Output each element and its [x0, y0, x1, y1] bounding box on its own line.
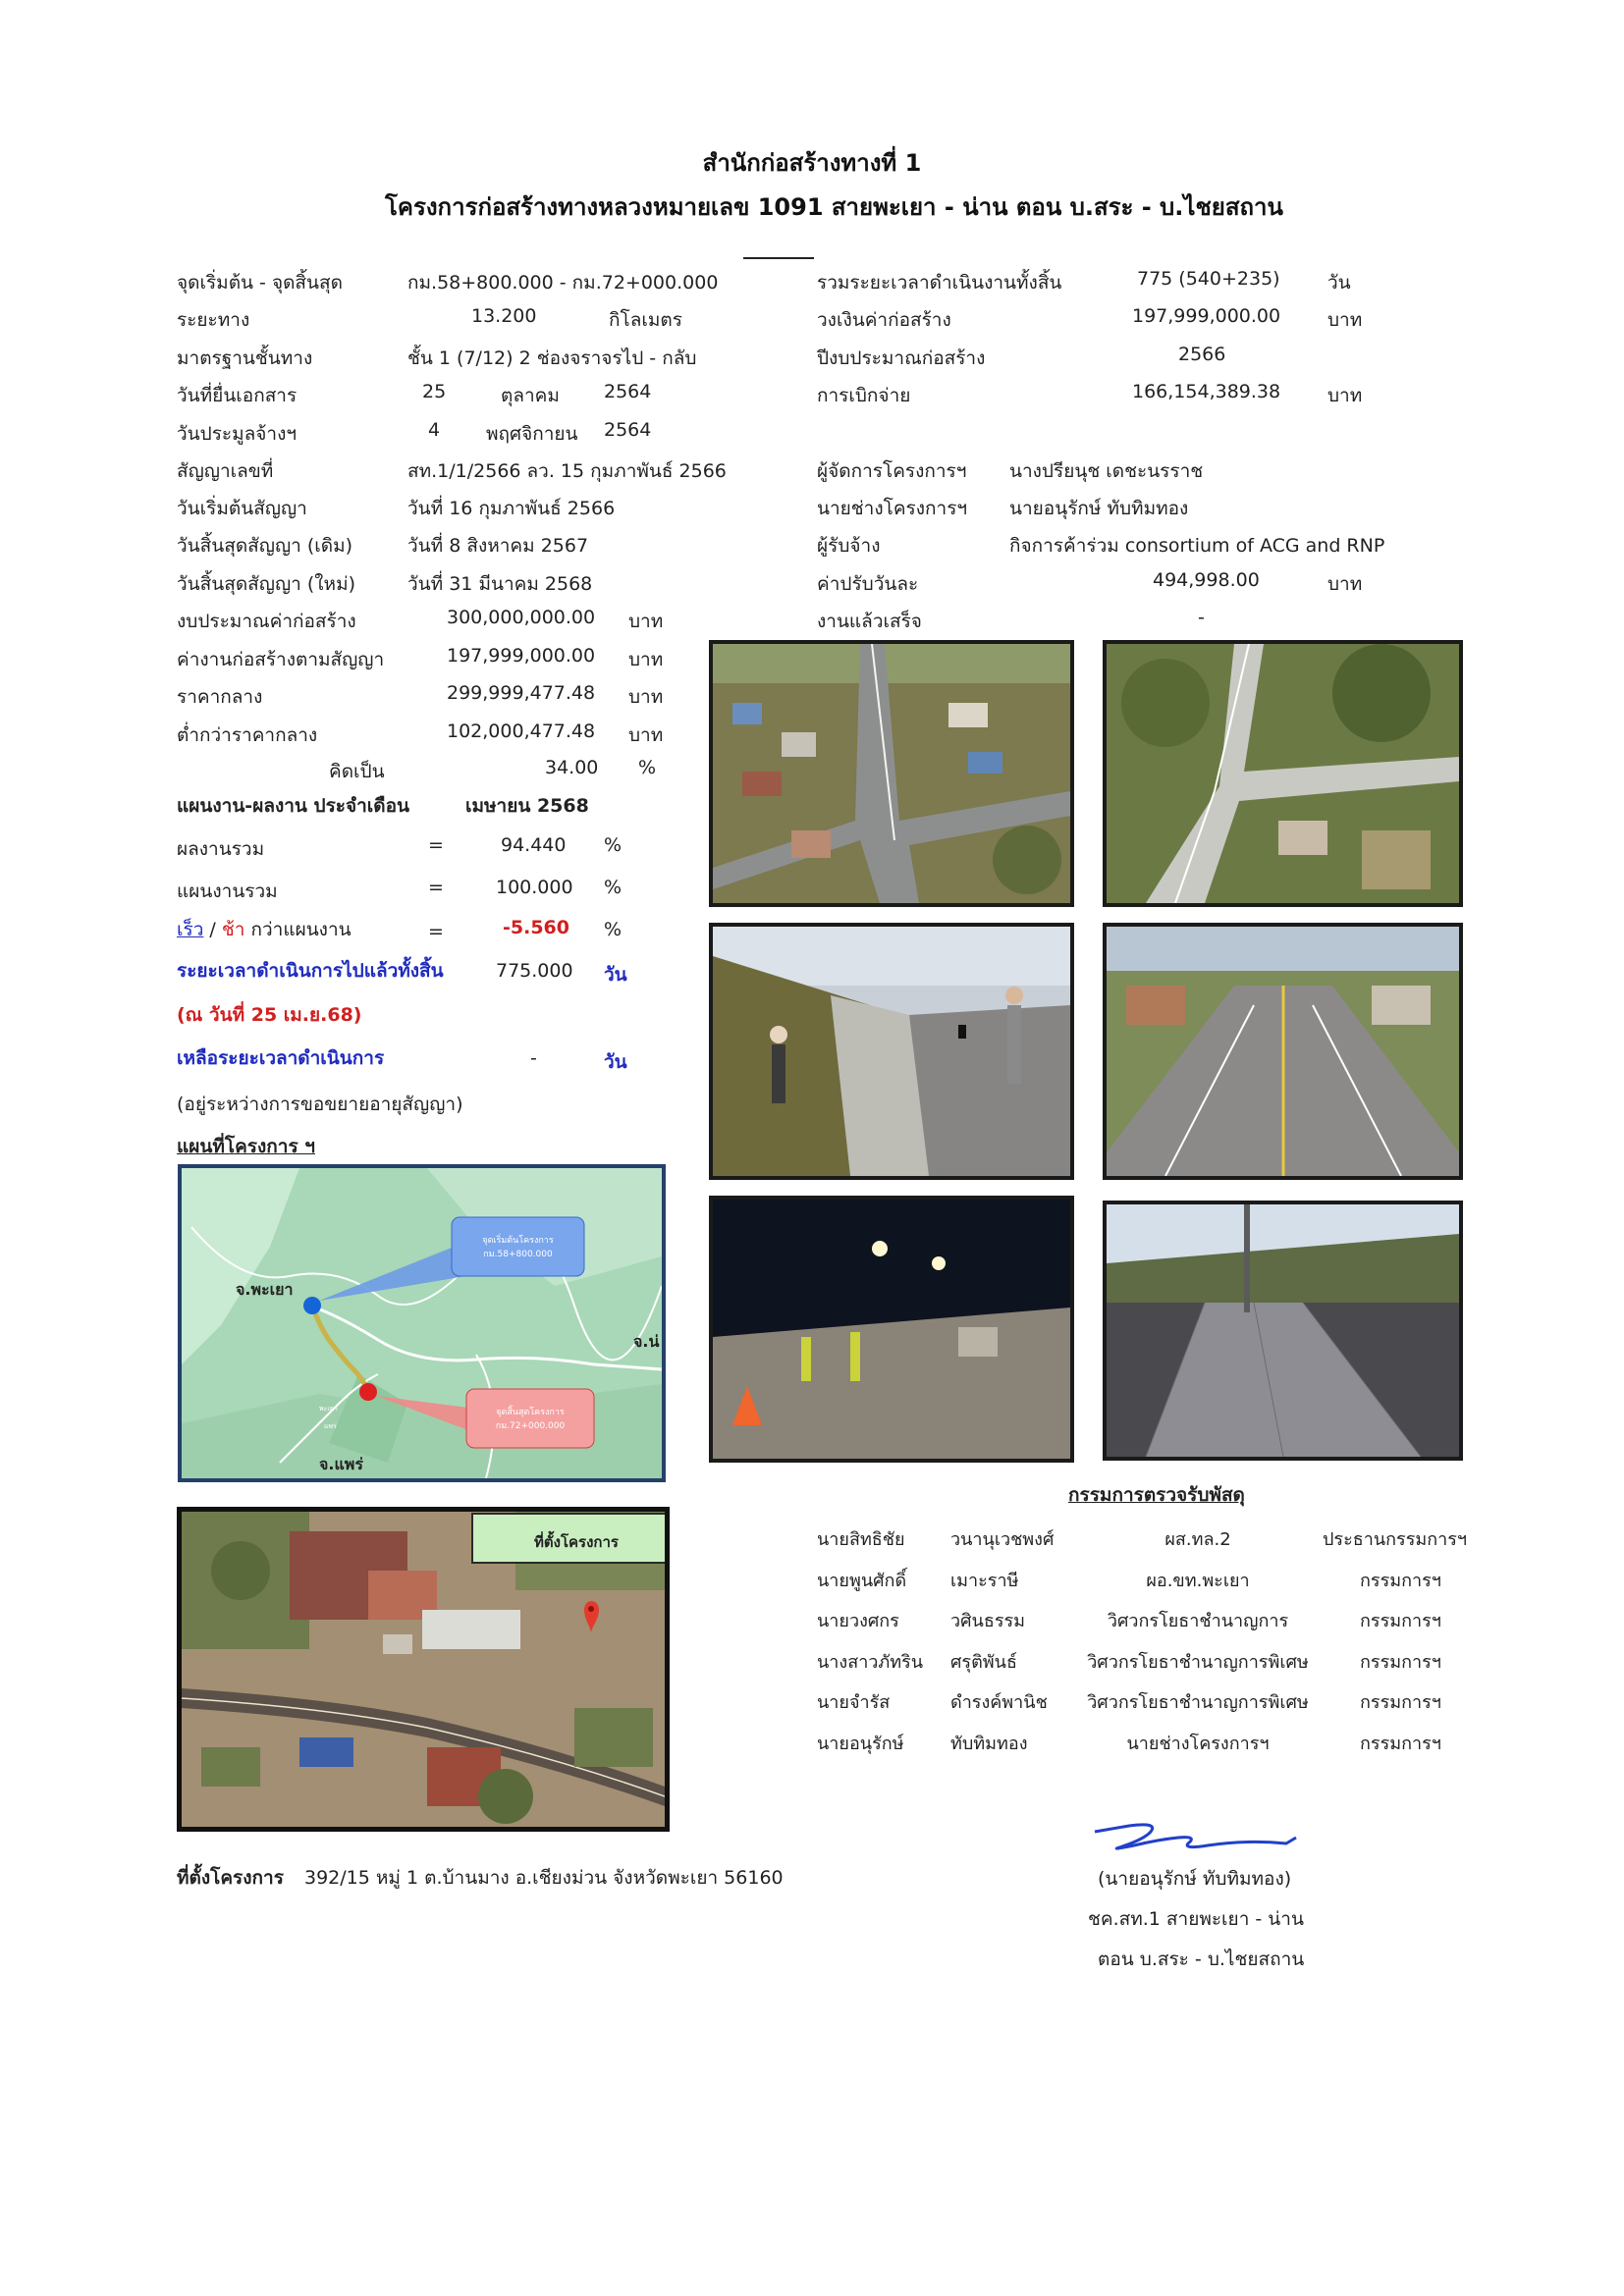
left-info-label: ระยะทาง — [177, 309, 250, 331]
staff-label: นายช่างโครงการฯ — [817, 498, 968, 519]
committee-first-name: นายจำรัส — [817, 1692, 891, 1713]
left-info-label: จุดเริ่มต้น - จุดสิ้นสุด — [177, 272, 343, 294]
left-info-label: วันสิ้นสุดสัญญา (ใหม่) — [177, 573, 356, 595]
committee-last-name: เมาะราษี — [950, 1571, 1019, 1591]
right-info-unit: วัน — [1327, 272, 1351, 294]
site-label-box — [471, 1513, 668, 1564]
committee-title: กรรมการตรวจรับพัสดุ — [1068, 1484, 1245, 1506]
photo-sidewalk-paving — [1103, 1201, 1463, 1461]
progress-total-label: ผลงานรวม — [177, 838, 265, 860]
left-info-unit: บาท — [628, 649, 664, 670]
staff-label: งานแล้วเสร็จ — [817, 611, 922, 632]
site-satellite-map — [177, 1507, 670, 1832]
photo-drainage-inspection — [709, 923, 1074, 1180]
project-map — [178, 1164, 666, 1482]
committee-role: ประธานกรรมการฯ — [1323, 1529, 1468, 1550]
right-info-value: 2566 — [1178, 344, 1226, 365]
staff-value: นางปรียนุช เดชะนรราช — [1009, 460, 1204, 482]
left-info-label: วันเริ่มต้นสัญญา — [177, 498, 307, 519]
start-marker[interactable] — [303, 1297, 321, 1314]
map-road-label-1: พะเยา — [319, 1405, 338, 1413]
committee-first-name: นายพูนศักดิ์ — [817, 1571, 907, 1591]
start-callout — [457, 1234, 579, 1261]
elapsed-unit: วัน — [604, 964, 627, 986]
map-label-nan: จ.น่ — [633, 1332, 660, 1351]
left-info-value: 13.200 — [471, 305, 537, 327]
committee-last-name: ศรุติพันธ์ — [950, 1652, 1017, 1673]
left-info-label: ราคากลาง — [177, 686, 263, 708]
elapsed-label: ระยะเวลาดำเนินการไปแล้วทั้งสิ้น — [177, 960, 444, 982]
committee-position: ผส.ทล.2 — [1164, 1529, 1231, 1550]
left-info-label: วันที่ยื่นเอกสาร — [177, 385, 298, 406]
right-info-label: การเบิกจ่าย — [817, 385, 911, 406]
staff-value: กิจการค้าร่วม consortium of ACG and RNP — [1009, 535, 1385, 557]
fast-slow-label — [177, 915, 352, 944]
right-info-label: รวมระยะเวลาดำเนินงานทั้งสิ้น — [817, 272, 1062, 294]
progress-total-value: 94.440 — [501, 834, 567, 856]
right-info-label: ปีงบประมาณก่อสร้าง — [817, 347, 986, 369]
project-title: โครงการก่อสร้างทางหลวงหมายเลข 1091 สายพะเยา - น่าน ตอน บ.สระ - บ.ไชยสถาน — [385, 193, 1283, 221]
right-info-value: 775 (540+235) — [1137, 268, 1280, 290]
left-info-label: มาตรฐานชั้นทาง — [177, 347, 313, 369]
start-callout-line2: กม.58+800.000 — [483, 1250, 553, 1259]
progress-total-unit: % — [604, 834, 623, 856]
photo-night-road-work — [709, 1196, 1074, 1463]
left-info-unit: บาท — [628, 686, 664, 708]
diff-value: -5.560 — [503, 917, 569, 938]
remaining-unit: วัน — [604, 1051, 627, 1073]
committee-role: กรรมการฯ — [1360, 1652, 1441, 1673]
committee-last-name: วนานุเวชพงศ์ — [950, 1529, 1055, 1550]
slash-text: / — [203, 919, 222, 940]
left-info-month: พฤศจิกายน — [486, 423, 578, 445]
plan-total-value: 100.000 — [496, 877, 573, 898]
committee-first-name: นายสิทธิชัย — [817, 1529, 905, 1550]
committee-last-name: ดำรงค์พานิช — [950, 1692, 1048, 1713]
committee-last-name: ทับทิมทอง — [950, 1734, 1028, 1754]
staff-label: ค่าปรับวันละ — [817, 573, 919, 595]
committee-first-name: นางสาวภัทริน — [817, 1652, 924, 1673]
map-title: แผนที่โครงการ ฯ — [177, 1136, 315, 1157]
left-info-value: วันที่ 8 สิงหาคม 2567 — [407, 535, 589, 557]
left-info-value: 300,000,000.00 — [447, 607, 596, 628]
percent-unit: % — [638, 757, 657, 778]
left-info-label: งบประมาณค่าก่อสร้าง — [177, 611, 356, 632]
plan-total-eq: = — [428, 877, 444, 898]
diff-eq: = — [428, 921, 444, 942]
diff-unit: % — [604, 919, 623, 940]
plan-total-label: แผนงานรวม — [177, 881, 278, 902]
committee-position: ผอ.ขท.พะเยา — [1146, 1571, 1250, 1591]
committee-position: วิศวกรโยธาชำนาญการพิเศษ — [1087, 1652, 1309, 1673]
right-info-label: วงเงินค่าก่อสร้าง — [817, 309, 951, 331]
end-callout-line1: จุดสิ้นสุดโครงการ — [496, 1408, 565, 1417]
left-info-unit: บาท — [628, 611, 664, 632]
vs-plan-text: กว่าแผนงาน — [244, 919, 352, 940]
location-label: ที่ตั้งโครงการ — [177, 1867, 284, 1889]
left-info-value: 299,999,477.48 — [447, 682, 596, 704]
left-info-year: 2564 — [604, 419, 652, 441]
committee-position: นายช่างโครงการฯ — [1126, 1734, 1270, 1754]
left-info-value: สท.1/1/2566 ลว. 15 กุมภาพันธ์ 2566 — [407, 460, 727, 482]
end-marker[interactable] — [359, 1383, 377, 1401]
committee-role: กรรมการฯ — [1360, 1571, 1441, 1591]
signer-title-2: ตอน บ.สระ - บ.ไชยสถาน — [1098, 1949, 1305, 1970]
left-info-label: ค่างานก่อสร้างตามสัญญา — [177, 649, 385, 670]
location-value: 392/15 หมู่ 1 ต.บ้านมาง อ.เชียงม่วน จังหวัดพะเยา 56160 — [304, 1867, 784, 1889]
right-info-unit: บาท — [1327, 385, 1363, 406]
remaining-value: - — [530, 1047, 537, 1069]
project-map-graphic — [182, 1168, 662, 1478]
asof-date: (ณ วันที่ 25 เม.ย.68) — [177, 1004, 362, 1026]
left-info-value: ชั้น 1 (7/12) 2 ช่องจราจรไป - กลับ — [407, 347, 697, 369]
photo-road-intersection-lanes — [1103, 923, 1463, 1180]
photo-aerial-intersection — [709, 640, 1074, 907]
title-divider — [743, 257, 814, 259]
left-info-year: 2564 — [604, 381, 652, 402]
left-info-label: วันประมูลจ้างฯ — [177, 423, 298, 445]
map-road-label-2: แพร่ — [324, 1422, 337, 1430]
staff-value: นายอนุรักษ์ ทับทิมทอง — [1009, 498, 1189, 519]
left-info-month: ตุลาคม — [501, 385, 560, 406]
progress-heading: แผนงาน-ผลงาน ประจำเดือน — [177, 795, 410, 817]
left-info-unit: กิโลเมตร — [609, 309, 682, 331]
staff-label: ผู้รับจ้าง — [817, 535, 881, 557]
progress-month: เมษายน 2568 — [465, 795, 589, 817]
end-callout — [471, 1406, 589, 1433]
left-info-day: 4 — [428, 419, 441, 441]
committee-role: กรรมการฯ — [1360, 1611, 1441, 1631]
signature — [1090, 1818, 1306, 1857]
photo-aerial-road-curve — [1103, 640, 1463, 907]
start-callout-line1: จุดเริ่มต้นโครงการ — [482, 1236, 554, 1246]
right-info-value: 197,999,000.00 — [1132, 305, 1281, 327]
committee-position: วิศวกรโยธาชำนาญการ — [1107, 1611, 1289, 1631]
office-title: สำนักก่อสร้างทางที่ 1 — [702, 149, 922, 177]
extension-note: (อยู่ระหว่างการขอขยายอายุสัญญา) — [177, 1094, 463, 1115]
committee-last-name: วศินธรรม — [950, 1611, 1026, 1631]
committee-role: กรรมการฯ — [1360, 1692, 1441, 1713]
signer-title-1: ชค.สท.1 สายพะเยา - น่าน — [1088, 1908, 1304, 1930]
committee-role: กรรมการฯ — [1360, 1734, 1441, 1754]
staff-value: 494,998.00 — [1153, 569, 1260, 591]
percent-value: 34.00 — [545, 757, 599, 778]
end-callout-line2: กม.72+000.000 — [495, 1421, 566, 1431]
signer-name: (นายอนุรักษ์ ทับทิมทอง) — [1098, 1868, 1292, 1890]
left-info-label: วันสิ้นสุดสัญญา (เดิม) — [177, 535, 353, 557]
left-info-value: กม.58+800.000 - กม.72+000.000 — [407, 272, 719, 294]
remaining-label: เหลือระยะเวลาดำเนินการ — [177, 1047, 385, 1069]
percent-label: คิดเป็น — [329, 761, 385, 782]
left-info-value: วันที่ 31 มีนาคม 2568 — [407, 573, 593, 595]
progress-total-eq: = — [428, 834, 444, 856]
site-label: ที่ตั้งโครงการ — [534, 1533, 619, 1551]
left-info-unit: บาท — [628, 724, 664, 746]
left-info-label: ต่ำกว่าราคากลาง — [177, 724, 318, 746]
left-info-day: 25 — [422, 381, 447, 402]
map-label-phrae: จ.แพร่ — [319, 1455, 363, 1473]
staff-value: - — [1198, 607, 1205, 628]
committee-first-name: นายอนุรักษ์ — [817, 1734, 904, 1754]
staff-label: ผู้จัดการโครงการฯ — [817, 460, 967, 482]
right-info-unit: บาท — [1327, 309, 1363, 331]
committee-first-name: นายวงศกร — [817, 1611, 899, 1631]
fast-text: เร็ว — [177, 919, 204, 940]
staff-unit: บาท — [1327, 573, 1363, 595]
left-info-label: สัญญาเลขที่ — [177, 460, 274, 482]
slow-text: ช้า — [221, 919, 245, 940]
left-info-value: วันที่ 16 กุมภาพันธ์ 2566 — [407, 498, 616, 519]
left-info-value: 197,999,000.00 — [447, 645, 596, 667]
left-info-value: 102,000,477.48 — [447, 721, 596, 742]
map-label-phayao: จ.พะเยา — [236, 1280, 294, 1299]
committee-position: วิศวกรโยธาชำนาญการพิเศษ — [1087, 1692, 1309, 1713]
elapsed-value: 775.000 — [496, 960, 573, 982]
plan-total-unit: % — [604, 877, 623, 898]
right-info-value: 166,154,389.38 — [1132, 381, 1281, 402]
